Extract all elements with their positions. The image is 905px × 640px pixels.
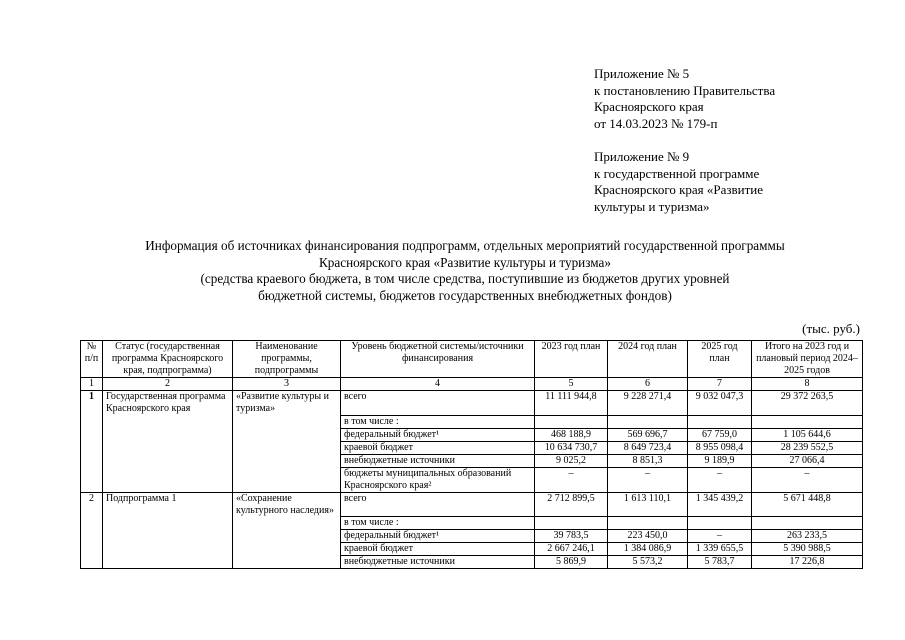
source-cell: краевой бюджет (341, 441, 535, 454)
status-cell: Подпрограмма 1 (103, 492, 233, 517)
empty-cell (103, 543, 233, 556)
value-cell (535, 415, 608, 428)
value-cell: 27 066,4 (752, 454, 863, 467)
source-cell: федеральный бюджет¹ (341, 428, 535, 441)
financing-table (80, 340, 863, 569)
value-cell: 39 783,5 (535, 530, 608, 543)
value-cell (752, 415, 863, 428)
program-name-cell: «Сохранение культурного наследия» (233, 492, 341, 517)
source-cell: в том числе : (341, 415, 535, 428)
source-cell: краевой бюджет (341, 543, 535, 556)
empty-cell (81, 543, 103, 556)
header-cell: 2025 год план (688, 341, 752, 378)
value-cell: – (752, 467, 863, 492)
value-cell: 468 188,9 (535, 428, 608, 441)
heading-line: Информация об источниках финансирования подпрограмм, отдельных мероприятий государственной программы (145, 238, 785, 253)
units-label: (тыс. руб.) (802, 321, 860, 336)
table-row (81, 530, 863, 543)
source-cell: в том числе : (341, 517, 535, 530)
empty-cell (81, 530, 103, 543)
table-row (81, 391, 863, 416)
table-row (81, 543, 863, 556)
empty-cell (103, 467, 233, 492)
source-cell: федеральный бюджет¹ (341, 530, 535, 543)
column-number: 1 (81, 378, 103, 391)
column-number-row (81, 378, 863, 391)
value-cell: – (688, 530, 752, 543)
value-cell: 9 025,2 (535, 454, 608, 467)
column-number: 2 (103, 378, 233, 391)
empty-cell (233, 517, 341, 530)
value-cell: 10 634 730,7 (535, 441, 608, 454)
value-cell: 9 189,9 (688, 454, 752, 467)
value-cell (688, 517, 752, 530)
value-cell: 5 573,2 (608, 556, 688, 569)
table-row (81, 428, 863, 441)
table-row (81, 556, 863, 569)
source-cell: внебюджетные источники (341, 556, 535, 569)
heading-line: Красноярского края «Развитие культуры и туризма» (319, 254, 611, 270)
source-cell: всего (341, 391, 535, 416)
empty-cell (81, 428, 103, 441)
empty-cell (103, 428, 233, 441)
header-cell: 2024 год план (608, 341, 688, 378)
value-cell (608, 517, 688, 530)
value-cell (608, 415, 688, 428)
empty-cell (81, 467, 103, 492)
value-cell (688, 415, 752, 428)
header-cell: Наименование программы, подпрограммы (233, 341, 341, 378)
program-name-cell: «Развитие культуры и туризма» (233, 391, 341, 416)
document-heading (60, 238, 870, 304)
appendix-line: Красноярского края «Развитие (594, 182, 764, 197)
header-cell: Итого на 2023 год и плановый период 2024–2025 годов (752, 341, 863, 378)
row-index: 1 (81, 391, 103, 416)
value-cell: 2 712 899,5 (535, 492, 608, 517)
value-cell: 9 032 047,3 (688, 391, 752, 416)
appendix-line: Приложение № 5 (594, 66, 690, 81)
value-cell: 1 613 110,1 (608, 492, 688, 517)
empty-cell (81, 454, 103, 467)
value-cell: 1 384 086,9 (608, 543, 688, 556)
empty-cell (233, 428, 341, 441)
status-cell: Государственная программа Красноярского края (103, 391, 233, 416)
value-cell: 223 450,0 (608, 530, 688, 543)
header-cell: № п/п (81, 341, 103, 378)
source-cell: всего (341, 492, 535, 517)
value-cell: 1 105 644,6 (752, 428, 863, 441)
heading-line: (средства краевого бюджета, в том числе средства, поступившие из бюджетов других уровней (200, 271, 730, 286)
source-cell: внебюджетные источники (341, 454, 535, 467)
value-cell: 8 955 098,4 (688, 441, 752, 454)
header-cell: 2023 год план (535, 341, 608, 378)
row-index: 2 (81, 492, 103, 517)
appendix-line: от 14.03.2023 № 179-п (594, 115, 718, 131)
value-cell (752, 517, 863, 530)
empty-cell (233, 556, 341, 569)
value-cell: 5 783,7 (688, 556, 752, 569)
column-number: 5 (535, 378, 608, 391)
header-cell: Уровень бюджетной системы/источники финансирования (341, 341, 535, 378)
appendix-line: Приложение № 9 (594, 149, 690, 164)
empty-cell (81, 556, 103, 569)
table-header-row (81, 341, 863, 378)
source-cell: бюджеты муниципальных образований Красноярского края² (341, 467, 535, 492)
empty-cell (81, 517, 103, 530)
value-cell: 263 233,5 (752, 530, 863, 543)
column-number: 4 (341, 378, 535, 391)
table-row (81, 467, 863, 492)
value-cell: 11 111 944,8 (535, 391, 608, 416)
value-cell: 67 759,0 (688, 428, 752, 441)
value-cell: 8 851,3 (608, 454, 688, 467)
table-row (81, 517, 863, 530)
empty-cell (233, 415, 341, 428)
heading-line: бюджетной системы, бюджетов государственных внебюджетных фондов) (258, 287, 672, 303)
value-cell: 2 667 246,1 (535, 543, 608, 556)
appendix-5-block (594, 66, 775, 132)
value-cell: 17 226,8 (752, 556, 863, 569)
value-cell: – (608, 467, 688, 492)
value-cell: 29 372 263,5 (752, 391, 863, 416)
column-number: 7 (688, 378, 752, 391)
empty-cell (103, 517, 233, 530)
value-cell: 1 339 655,5 (688, 543, 752, 556)
value-cell (535, 517, 608, 530)
value-cell: 5 671 448,8 (752, 492, 863, 517)
empty-cell (233, 441, 341, 454)
value-cell: 1 345 439,2 (688, 492, 752, 517)
empty-cell (103, 441, 233, 454)
empty-cell (233, 530, 341, 543)
value-cell: 28 239 552,5 (752, 441, 863, 454)
value-cell: 5 869,9 (535, 556, 608, 569)
value-cell: 9 228 271,4 (608, 391, 688, 416)
table-row (81, 415, 863, 428)
empty-cell (233, 467, 341, 492)
empty-cell (81, 415, 103, 428)
empty-cell (103, 530, 233, 543)
appendix-9-block (594, 149, 763, 215)
column-number: 3 (233, 378, 341, 391)
appendix-line: к постановлению Правительства (594, 82, 776, 98)
empty-cell (103, 556, 233, 569)
table-row (81, 441, 863, 454)
table-row (81, 454, 863, 467)
value-cell: 8 649 723,4 (608, 441, 688, 454)
empty-cell (103, 454, 233, 467)
column-number: 8 (752, 378, 863, 391)
value-cell: 569 696,7 (608, 428, 688, 441)
table-row (81, 492, 863, 517)
value-cell: – (688, 467, 752, 492)
appendix-line: Красноярского края (594, 99, 704, 114)
appendix-line: к государственной программе (594, 165, 760, 181)
value-cell: – (535, 467, 608, 492)
empty-cell (233, 454, 341, 467)
empty-cell (103, 415, 233, 428)
appendix-line: культуры и туризма» (594, 198, 710, 214)
empty-cell (81, 441, 103, 454)
header-cell: Статус (государственная программа Красноярского края, подпрограмма) (103, 341, 233, 378)
column-number: 6 (608, 378, 688, 391)
value-cell: 5 390 988,5 (752, 543, 863, 556)
empty-cell (233, 543, 341, 556)
